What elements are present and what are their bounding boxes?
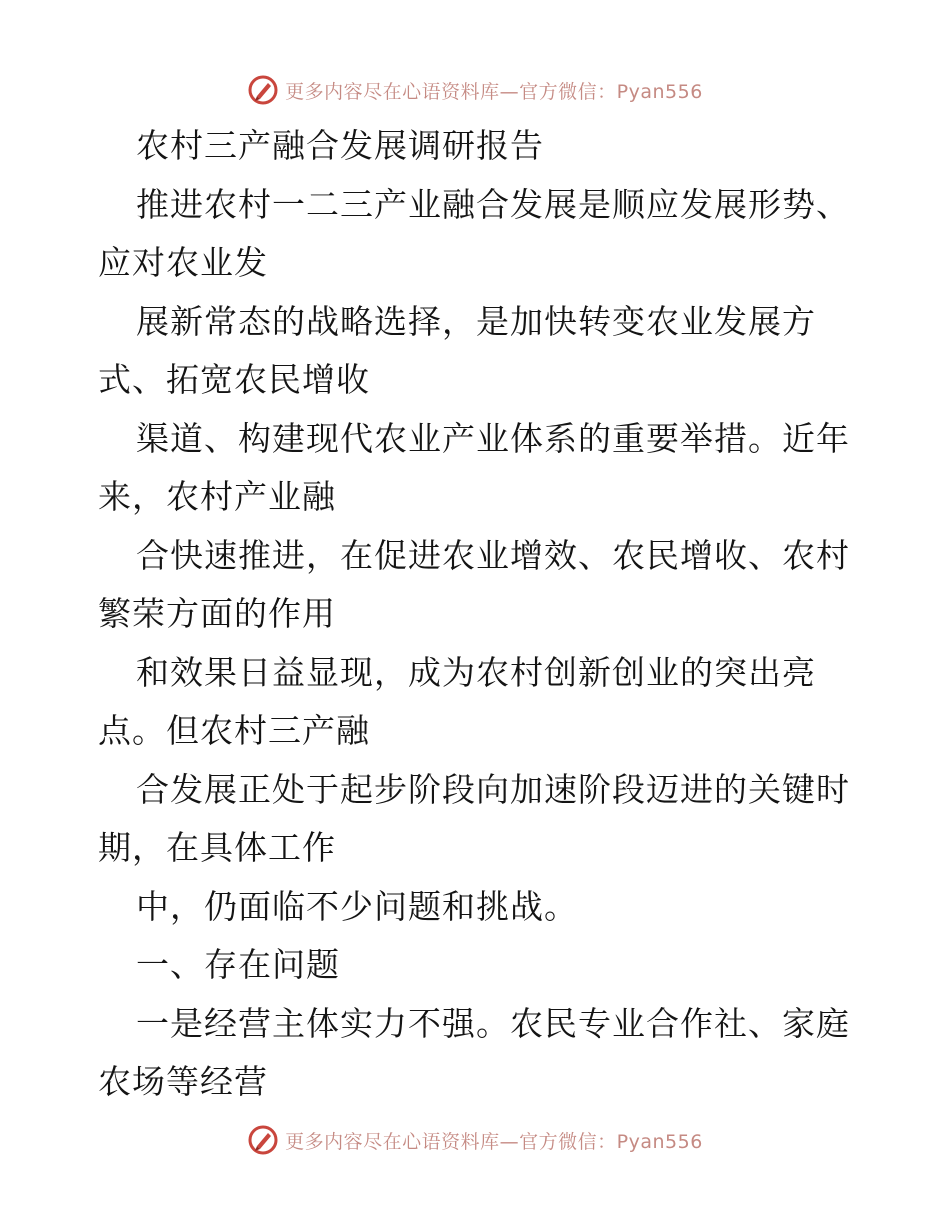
paragraph-line: 渠道、构建现代农业产业体系的重要举措。近年	[136, 418, 850, 458]
paragraph-line: 来，农村产业融	[98, 477, 336, 516]
paragraph-line: 式、拓宽农民增收	[98, 360, 370, 399]
document-body	[98, 117, 858, 1112]
paragraph-line: 展新常态的战略选择，是加快转变农业发展方	[136, 301, 816, 341]
document-title: 农村三产融合发展调研报告	[136, 126, 544, 165]
section-heading: 一、存在问题	[136, 945, 340, 984]
paragraph-line: 应对农业发	[98, 243, 268, 282]
paragraph-line: 点。但农村三产融	[98, 711, 370, 750]
pen-logo-icon	[247, 1124, 279, 1156]
paragraph-line: 中，仍面临不少问题和挑战。	[136, 886, 578, 926]
paragraph-line: 合发展正处于起步阶段向加速阶段迈进的关键时	[136, 769, 850, 809]
paragraph-line: 推进农村一二三产业融合发展是顺应发展形势、	[136, 184, 850, 224]
header-banner-text: 更多内容尽在心语资料库—官方微信：Pyan556	[285, 80, 703, 103]
footer-banner	[0, 1120, 950, 1160]
paragraph-line: 期，在具体工作	[98, 828, 336, 867]
paragraph-line: 合快速推进，在促进农业增效、农民增收、农村	[136, 535, 850, 575]
paragraph-line: 一是经营主体实力不强。农民专业合作社、家庭	[136, 1003, 850, 1043]
header-banner	[0, 70, 950, 110]
footer-banner-text: 更多内容尽在心语资料库—官方微信：Pyan556	[285, 1130, 703, 1153]
paragraph-line: 农场等经营	[98, 1062, 268, 1101]
pen-logo-icon	[247, 74, 279, 106]
paragraph-line: 和效果日益显现，成为农村创新创业的突出亮	[136, 652, 816, 692]
paragraph-line: 繁荣方面的作用	[98, 594, 336, 633]
